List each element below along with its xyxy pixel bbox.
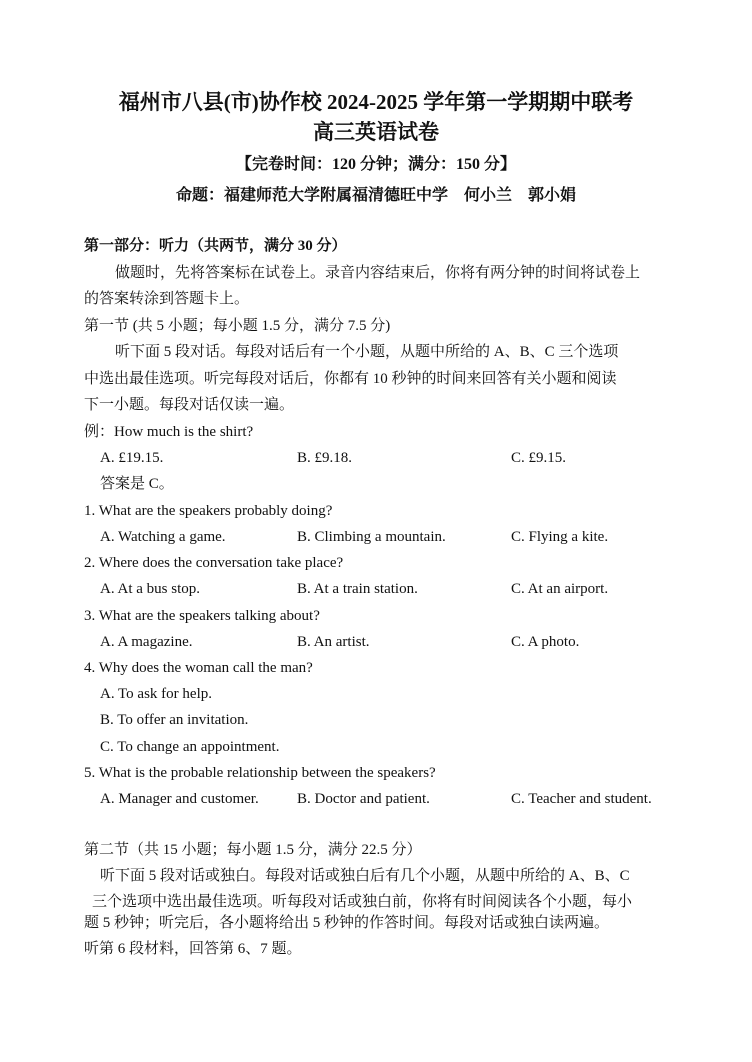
part1-intro-line2: 的答案转涂到答题卡上。 bbox=[84, 291, 250, 307]
section2-instr-line3: 题 5 秒钟；听完后，各小题将给出 5 秒钟的作答时间。每段对话或独白读两遍。 bbox=[84, 915, 610, 931]
q1-option-a: A. Watching a game. bbox=[100, 529, 226, 545]
question-4: 4. Why does the woman call the man? bbox=[84, 660, 313, 676]
part1-intro-line1: 做题时，先将答案标在试卷上。录音内容结束后，你将有两分钟的时间将试卷上 bbox=[115, 265, 641, 281]
material-6-instruction: 听第 6 段材料，回答第 6、7 题。 bbox=[84, 941, 302, 957]
question-3: 3. What are the speakers talking about? bbox=[84, 608, 320, 624]
example-option-a: A. £19.15. bbox=[100, 450, 164, 466]
section2-instr-line2: 三个选项中选出最佳选项。听每段对话或独白前，你将有时间阅读各个小题，每小 bbox=[92, 894, 633, 910]
q3-option-a: A. A magazine. bbox=[100, 634, 193, 650]
section2-heading: 第二节（共 15 小题；每小题 1.5 分，满分 22.5 分） bbox=[84, 842, 422, 858]
q5-option-b: B. Doctor and patient. bbox=[297, 791, 430, 807]
exam-subject-title: 高三英语试卷 bbox=[313, 120, 439, 144]
q1-option-b: B. Climbing a mountain. bbox=[297, 529, 446, 545]
q4-option-a: A. To ask for help. bbox=[100, 686, 212, 702]
example-option-b: B. £9.18. bbox=[297, 450, 353, 466]
q3-option-b: B. An artist. bbox=[297, 634, 370, 650]
q2-option-a: A. At a bus stop. bbox=[100, 581, 201, 597]
question-5: 5. What is the probable relationship between the speakers? bbox=[84, 765, 436, 781]
exam-title: 福州市八县(市)协作校 2024-2025 学年第一学期期中联考 bbox=[118, 90, 634, 114]
exam-time-score: 【完卷时间：120 分钟；满分：150 分】 bbox=[235, 156, 516, 173]
q2-option-c: C. At an airport. bbox=[511, 581, 609, 597]
q5-option-c: C. Teacher and student. bbox=[511, 791, 652, 807]
section1-instr-line1: 听下面 5 段对话。每段对话后有一个小题，从题中所给的 A、B、C 三个选项 bbox=[115, 344, 619, 360]
question-2: 2. Where does the conversation take place? bbox=[84, 555, 344, 571]
exam-authors: 命题：福建师范大学附属福清德旺中学 何小兰 郭小娟 bbox=[175, 187, 576, 204]
q2-option-b: B. At a train station. bbox=[297, 581, 418, 597]
section1-instr-line2: 中选出最佳选项。听完每段对话后，你都有 10 秒钟的时间来回答有关小题和阅读 bbox=[84, 371, 617, 387]
q5-option-a: A. Manager and customer. bbox=[100, 791, 259, 807]
section1-heading: 第一节 (共 5 小题；每小题 1.5 分，满分 7.5 分) bbox=[84, 318, 391, 334]
q1-option-c: C. Flying a kite. bbox=[511, 529, 609, 545]
section1-instr-line3: 下一小题。每段对话仅读一遍。 bbox=[84, 397, 295, 413]
q3-option-c: C. A photo. bbox=[511, 634, 580, 650]
example-question: 例：How much is the shirt? bbox=[84, 424, 254, 440]
section2-instr-line1: 听下面 5 段对话或独白。每段对话或独白后有几个小题，从题中所给的 A、B、C bbox=[100, 868, 630, 884]
part1-heading: 第一部分：听力（共两节，满分 30 分） bbox=[84, 238, 347, 254]
q4-option-b: B. To offer an invitation. bbox=[100, 712, 249, 728]
example-option-c: C. £9.15. bbox=[511, 450, 567, 466]
example-answer: 答案是 C。 bbox=[100, 476, 174, 492]
q4-option-c: C. To change an appointment. bbox=[100, 739, 280, 755]
question-1: 1. What are the speakers probably doing? bbox=[84, 503, 333, 519]
